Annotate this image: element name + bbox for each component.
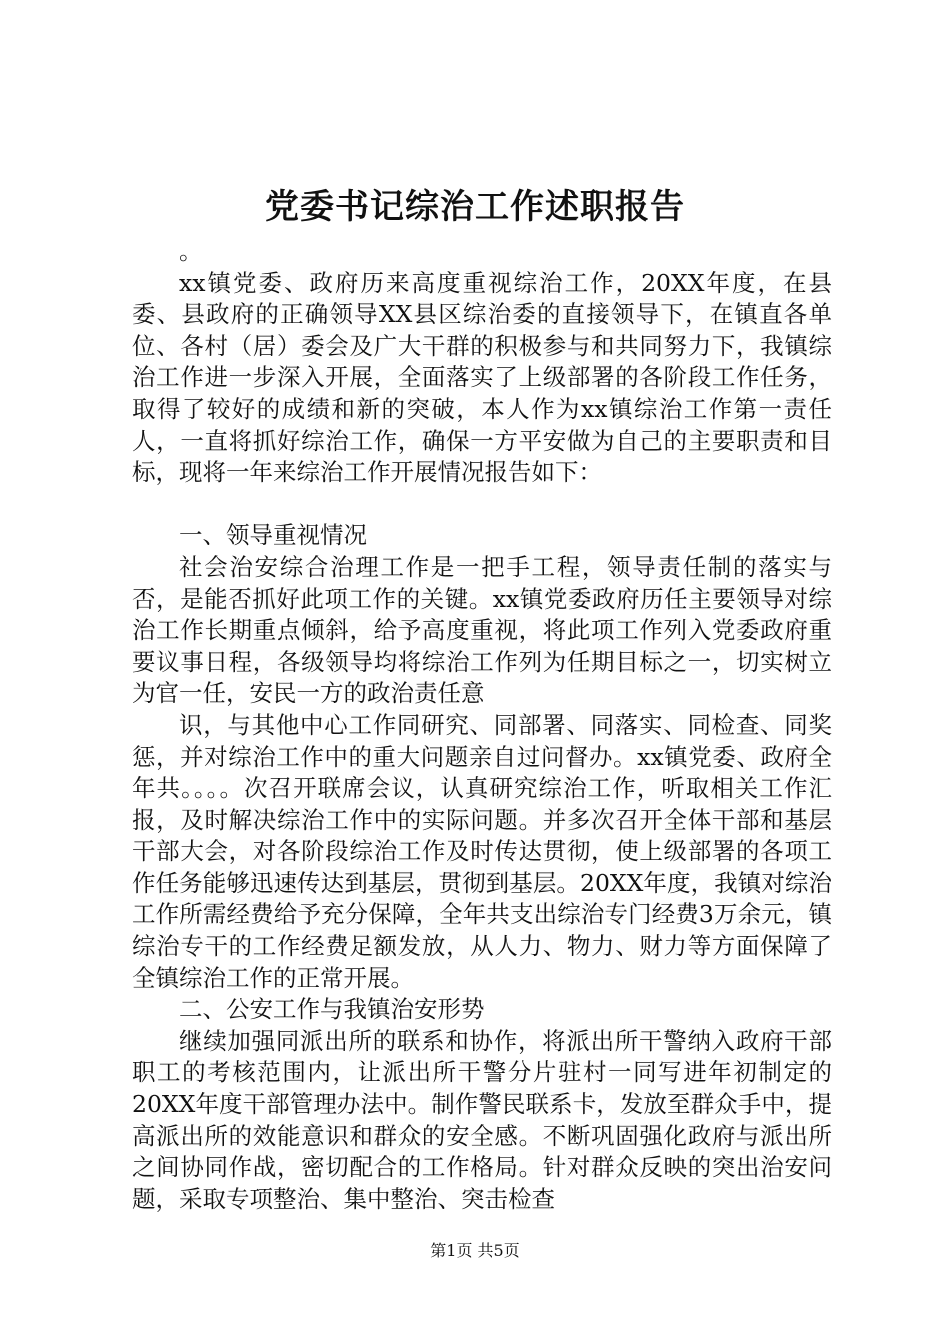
intro-paragraph: xx镇党委、政府历来高度重视综治工作，20XX年度，在县委、县政府的正确领导XX县区综治委的直接领导下，在镇直各单位、各村（居）委会及广大干群的积极参与和共同努力下，我镇综治工作进一步深入开展，全面落实了上级部署的各阶段工作任务，取得了较好的成绩和新的突破，本人作为xx镇综治工作第一责任人，一直将抓好综治工作，确保一方平安做为自己的主要职责和目标，现将一年来综治工作开展情况报告如下： [132, 268, 832, 487]
section-1-paragraph-1: 社会治安综合治理工作是一把手工程，领导责任制的落实与否，是能否抓好此项工作的关键。xx镇党委政府历任主要领导对综治工作长期重点倾斜，给予高度重视，将此项工作列入党委政府重要议事日程，各级领导均将综治工作列为任期目标之一，切实树立为官一任，安民一方的政治责任意 [132, 552, 832, 708]
section-2-paragraph-1: 继续加强同派出所的联系和协作，将派出所干警纳入政府干部职工的考核范围内，让派出所干警分片驻村一同写进年初制定的20XX年度干部管理办法中。制作警民联系卡，发放至群众手中，提高派出所的效能意识和群众的安全感。不断巩固强化政府与派出所之间协同作战，密切配合的工作格局。针对群众反映的突出治安问题，采取专项整治、集中整治、突击检查 [132, 1026, 832, 1213]
page-number-footer: 第1页 共5页 [430, 1241, 520, 1260]
paragraph-spacer [132, 489, 832, 521]
section-1-paragraph-2: 识，与其他中心工作同研究、同部署、同落实、同检查、同奖惩，并对综治工作中的重大问题亲自过问督办。xx镇党委、政府全年共。。。。次召开联席会议，认真研究综治工作，听取相关工作汇报，及时解决综治工作中的实际问题。并多次召开全体干部和基层干部大会，对各阶段综治工作及时传达贯彻，使上级部署的各项工作任务能够迅速传达到基层，贯彻到基层。20XX年度，我镇对综治工作所需经费给予充分保障，全年共支出综治专门经费3万余元，镇综治专干的工作经费足额发放，从人力、物力、财力等方面保障了全镇综治工作的正常开展。 [132, 710, 832, 992]
section-heading-1: 一、领导重视情况 [179, 521, 367, 550]
document-title: 党委书记综治工作述职报告 [265, 187, 685, 227]
opening-mark: 。 [179, 237, 203, 265]
section-heading-2: 二、公安工作与我镇治安形势 [179, 995, 485, 1024]
document-body [132, 236, 832, 1215]
